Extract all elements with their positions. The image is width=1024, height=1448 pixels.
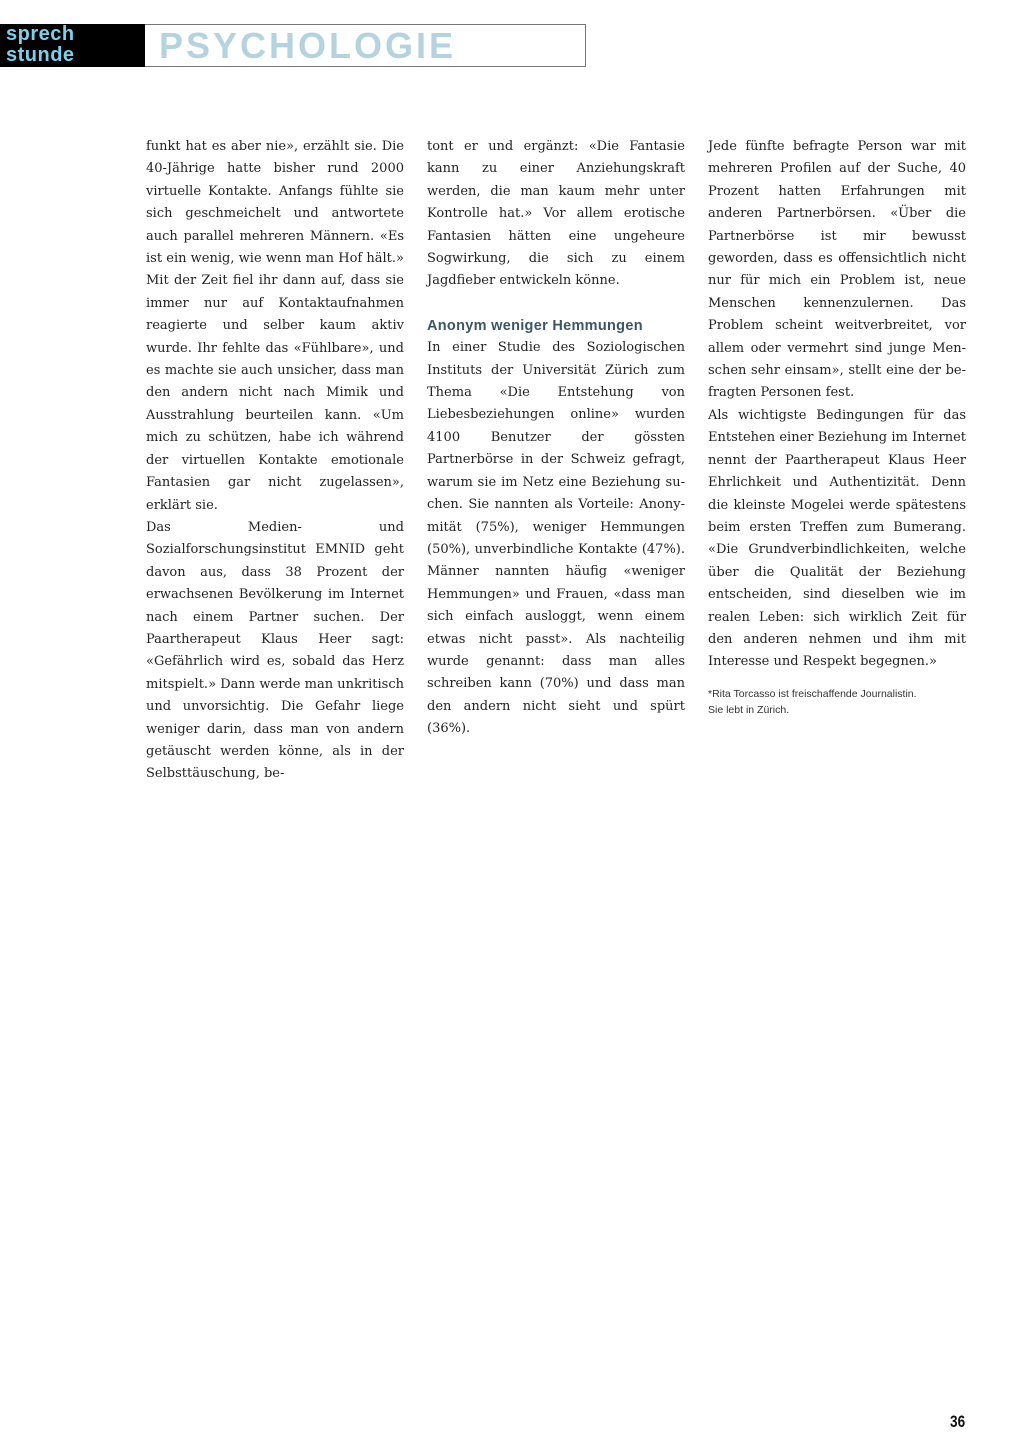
article-column-2 [427, 136, 685, 741]
paragraph: tont er und ergänzt: «Die Fantasie kann zu einer Anziehungskraft werden, die man kaum mehr unter Kontrolle hat.» Vor allem erotische Fantasien hätten eine ungeheure Sogwirkung, die sich zu einem Jagdfieber entwickeln könne. [427, 139, 685, 289]
paragraph: Das Medien- und Sozialforschungsinstitut EMNID geht davon aus, dass 38 Prozent der erwachsenen Bevölkerung im Internet nach einem Partner suchen. Der Paartherapeut Klaus Heer sagt: «Gefährlich wird es, sobald das Herz mitspielt.» Dann werde man unkritisch und unvorsichtig. Die Gefahr liege weniger darin, dass man von andern getäuscht werden könne, als in der Selbsttäuschung, be- [146, 519, 404, 782]
subheading: Anonym weniger Hemmungen [427, 317, 643, 334]
paragraph: Jede fünfte befragte Person war mit mehreren Profilen auf der Suche, 40 Prozent hatten Erfahrungen mit anderen Partnerbörsen. «Über die Partnerbörse ist mir bewusst geworden, dass es offensichtlich nicht nur für mich ein Problem ist, neue Menschen kennenzulernen. Das Problem scheint weitverbreitet, vor allem oder vermehrt sind junge Menschen sehr einsam», stellt eine der befragten Personen fest. [708, 139, 966, 401]
footnote-line-2: Sie lebt in Zürich. [708, 703, 790, 716]
paragraph: Als wichtigste Bedingungen für das Entstehen einer Beziehung im Internet nennt der Paartherapeut Klaus Heer Ehrlichkeit und Authentizität. Denn die kleinste Mogelei werde spätestens beim ersten Treffen zum Bumerang. «Die Grundverbindlichkeiten, welche über die Qualität der Beziehung entscheiden, sind dieselben wie im realen Leben: sich wirklich Zeit für den anderen nehmen und ihm mit Interesse und Respekt begegnen.» [708, 407, 966, 670]
logo-text-stack [6, 24, 75, 66]
paragraph: In einer Studie des Soziologischen Instituts der Universität Zürich zum Thema «Die Entstehung von Liebesbeziehungen online» wurden 4100 Benutzer der gössten Partnerbörse in der Schweiz gefragt, warum sie im Netz eine Beziehung suchen. Sie nannten als Vorteile: Anonymität (75%), weniger Hemmungen (50%), unverbindliche Kontakte (47%). Männer nannten häufig «weniger Hemmungen» und Frauen, «dass man sich einfach ausloggt, wenn einem etwas nicht passt». Als nachteilig wurde genannt: dass man alles schreiben kann (70%) und dass man den andern nicht sieht und spürt (36%). [427, 340, 685, 737]
paragraph: funkt hat es aber nie», erzählt sie. Die 40-Jährige hatte bisher rund 2000 virtuelle Kontakte. Anfangs fühlte sie sich geschmeichelt und antwortete auch parallel mehreren Männern. «Es ist ein wenig, wie wenn man Hof hält.» Mit der Zeit fiel ihr dann auf, dass sie immer nur auf Kontaktaufnahmen reagierte und selber kaum aktiv wurde. Ihr fehlte das «Fühlbare», und es machte sie auch unsicher, dass man den andern nicht nach Mimik und Ausstrahlung beurteilen kann. «Um mich zu schützen, habe ich während der virtuellen Kontakte emotionale Fantasien gar nicht zugelassen», erklärt sie. [146, 139, 404, 513]
section-title: PSYCHOLOGIE [159, 25, 457, 66]
footnote-line-1: *Rita Torcasso ist freischaffende Journalistin. [708, 687, 917, 700]
logo-line-1: sprech [6, 24, 75, 45]
author-footnote [708, 686, 966, 718]
sprechstunde-logo [0, 24, 145, 67]
article-column-3 [708, 136, 966, 718]
logo-line-2: stunde [6, 44, 75, 66]
section-title-box [145, 24, 586, 67]
section-header [0, 24, 587, 67]
article-column-1 [146, 136, 404, 786]
page-number: 36 [950, 1412, 966, 1431]
